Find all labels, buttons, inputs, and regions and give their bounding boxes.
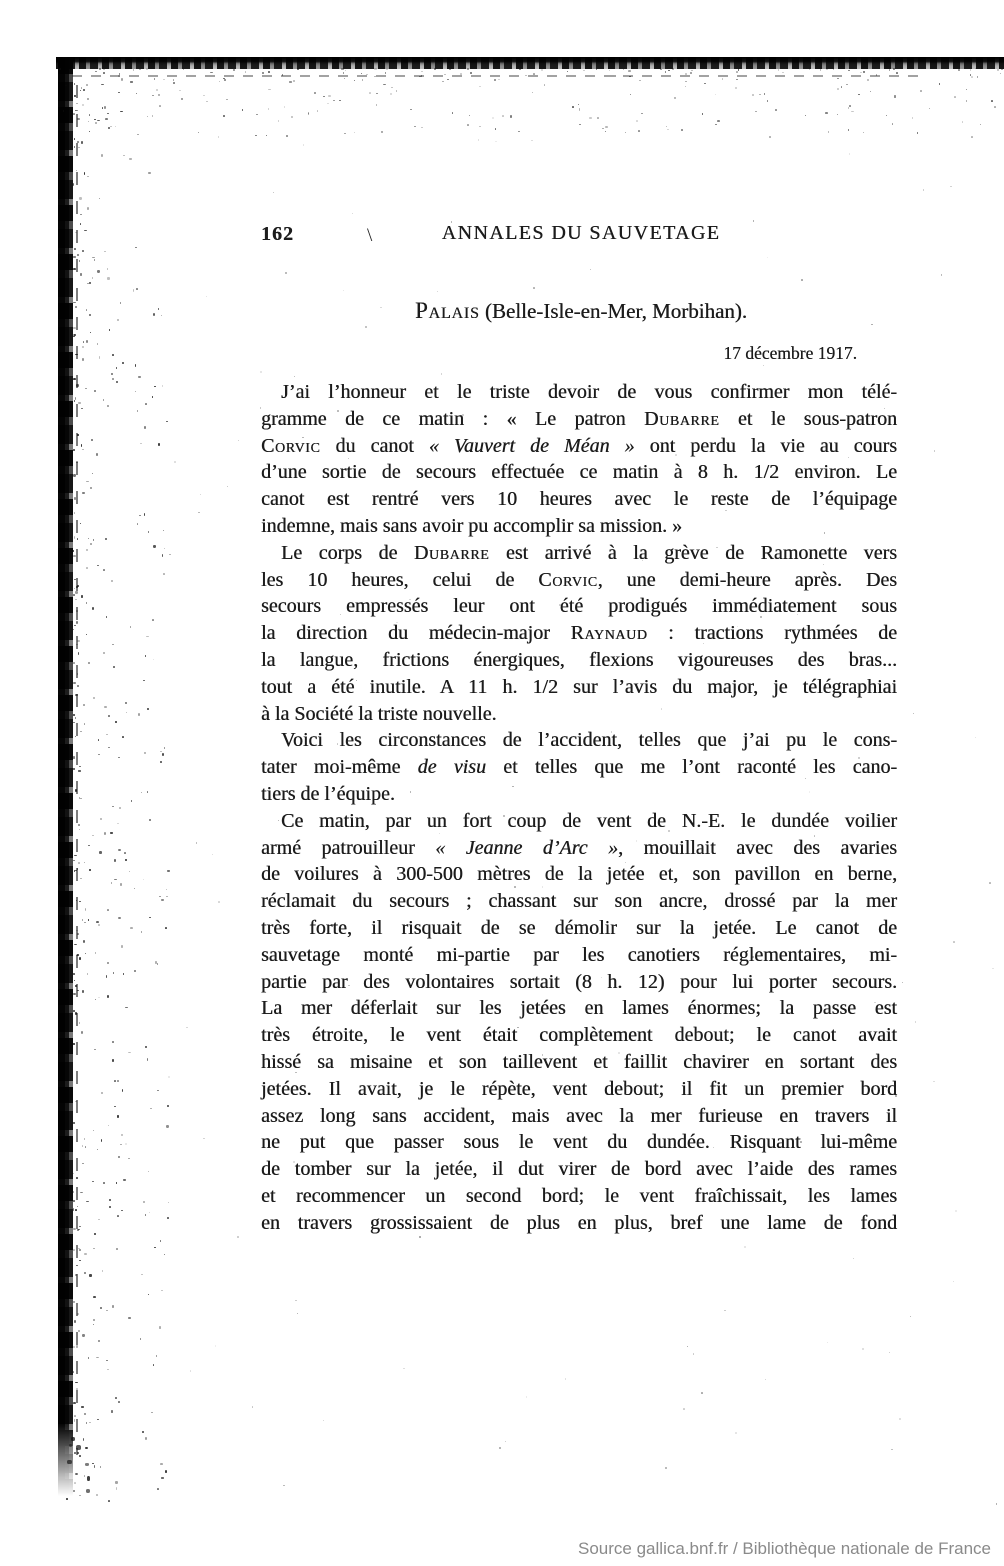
emphasized-text: de visu	[417, 756, 486, 779]
text-line	[261, 969, 897, 996]
text-segment: gramme de ce matin : « Le patron	[261, 407, 645, 430]
dateline: 17 décembre 1917.	[723, 343, 857, 363]
running-title: ANNALES DU SAUVETAGE	[441, 222, 721, 244]
text-segment: tater moi-même	[261, 756, 418, 779]
text-segment: assez long sans accident, mais avec la mer furieuse en travers il	[261, 1104, 897, 1127]
text-line	[261, 888, 897, 915]
text-segment: Voici les circonstances de l’accident, telles que j’ai pu le cons-	[281, 729, 897, 752]
text-line	[261, 1210, 897, 1237]
scan-edge-top-line	[72, 75, 922, 77]
person-name: Raynaud	[570, 622, 648, 645]
text-line	[261, 727, 897, 754]
text-segment: , une demi-heure après. Des	[597, 568, 897, 591]
text-line	[261, 1049, 897, 1076]
text-segment: Ce matin, par un fort coup de vent de N.-E. le dundée voilier	[281, 809, 897, 832]
text-line	[261, 513, 897, 540]
text-line	[261, 567, 897, 594]
text-line	[261, 781, 897, 808]
source-credit: Source gallica.bnf.fr / Bibliothèque nationale de France	[578, 1539, 991, 1558]
scan-edge-top	[56, 57, 1004, 69]
text-segment: la direction du médecin-major	[261, 622, 571, 645]
text-segment: et telles que me l’ont raconté les cano-	[485, 756, 898, 779]
text-line	[261, 701, 897, 728]
text-segment: Le corps de	[281, 541, 414, 564]
text-segment: ont perdu la vie au cours	[634, 434, 897, 457]
text-line	[261, 1076, 897, 1103]
text-line	[261, 486, 897, 513]
emphasized-text: « Vauvert de Méan »	[428, 434, 635, 457]
text-line	[261, 915, 897, 942]
text-line	[261, 835, 897, 862]
article-body	[261, 379, 897, 1237]
text-segment: : tractions rythmées de	[647, 622, 897, 645]
text-segment: très étroite, le vent était complètement debout; le canot avait	[261, 1024, 897, 1047]
text-segment: tout a été inutile. A 11 h. 1/2 sur l’avis du major, je télégraphiai	[261, 675, 897, 698]
person-name: Corvic	[261, 434, 321, 457]
text-segment: d’une sortie de secours effectuée ce matin à 8 h. 1/2 environ. Le	[261, 461, 897, 484]
text-line	[261, 406, 897, 433]
person-name: Corvic	[538, 568, 598, 591]
text-segment: tiers de l’équipe.	[261, 782, 395, 805]
text-segment: La mer déferlait sur les jetées en lames énormes; la passe est	[261, 997, 897, 1020]
page-number: 162	[261, 223, 294, 245]
text-segment: les 10 heures, celui de	[261, 568, 539, 591]
text-segment: indemne, mais sans avoir pu accomplir sa mission. »	[261, 514, 683, 537]
text-line	[261, 433, 897, 460]
text-line	[261, 1183, 897, 1210]
text-segment: la langue, frictions énergiques, flexions vigoureuses des bras...	[261, 648, 897, 671]
text-segment: sauvetage monté mi-partie par les canotiers réglementaires, mi-	[261, 943, 897, 966]
text-line	[261, 1022, 897, 1049]
text-line	[261, 942, 897, 969]
text-segment: et le sous-patron	[719, 407, 897, 430]
text-segment: canot est rentré vers 10 heures avec le reste de l’équipage	[261, 488, 897, 511]
person-name: Dubarre	[644, 407, 720, 430]
text-segment: et recommencer un second bord; le vent fraîchissait, les lames	[261, 1184, 897, 1207]
text-line	[261, 1129, 897, 1156]
text-line	[261, 379, 897, 406]
text-segment: hissé sa misaine et son taillevent et faillit chavirer en sortant des	[261, 1050, 897, 1073]
text-segment: J’ai l’honneur et le triste devoir de vous confirmer mon télé-	[281, 381, 897, 403]
text-segment: secours empressés leur ont été prodigués immédiatement sous	[261, 595, 897, 618]
source-footer	[578, 1539, 991, 1559]
text-line	[261, 808, 897, 835]
text-line	[261, 754, 897, 781]
text-segment: très forte, il risquait de se démolir sur la jetée. Le canot de	[261, 916, 897, 939]
text-line	[261, 861, 897, 888]
text-line	[261, 620, 897, 647]
scan-binding-edge	[58, 58, 73, 1496]
article-title	[261, 298, 901, 324]
text-line	[261, 1156, 897, 1183]
text-segment: réclamait du secours ; chassant sur son ancre, drossé par la mer	[261, 890, 897, 913]
text-line	[261, 647, 897, 674]
scan-binding-line	[76, 85, 78, 1455]
text-line	[261, 1103, 897, 1130]
person-name: Dubarre	[413, 541, 490, 564]
stray-ink-mark: \	[367, 225, 373, 246]
text-segment: du canot	[320, 434, 429, 457]
text-segment: à la Société la triste nouvelle.	[261, 702, 497, 725]
emphasized-text: « Jeanne d’Arc »	[435, 836, 619, 859]
text-line	[261, 459, 897, 486]
text-line	[261, 995, 897, 1022]
article-place-name: Palais	[414, 298, 480, 323]
text-segment: est arrivé à la grève de Ramonette vers	[489, 541, 897, 564]
text-segment: partie par des volontaires sortait (8 h. 12) pour lui porter secours.	[261, 970, 897, 993]
page-header	[261, 222, 901, 248]
text-segment: ne put que passer sous le vent du dundée. Risquant lui-même	[261, 1131, 897, 1154]
article-title-rest: (Belle-Isle-en-Mer, Morbihan).	[479, 299, 748, 323]
text-segment: en travers grossissaient de plus en plus, bref une lame de fond	[261, 1211, 897, 1234]
text-segment: de voilures à 300-500 mètres de la jetée et, son pavillon en berne,	[261, 863, 897, 886]
text-segment: armé patrouilleur	[261, 836, 436, 859]
text-line	[261, 593, 897, 620]
text-segment: , mouillait avec des avaries	[618, 836, 897, 859]
text-segment: de tomber sur la jetée, il dut virer de bord avec l’aide des rames	[261, 1158, 897, 1181]
text-line	[261, 540, 897, 567]
text-line	[261, 674, 897, 701]
text-segment: jetées. Il avait, je le répète, vent debout; il fit un premier bord	[261, 1077, 897, 1100]
